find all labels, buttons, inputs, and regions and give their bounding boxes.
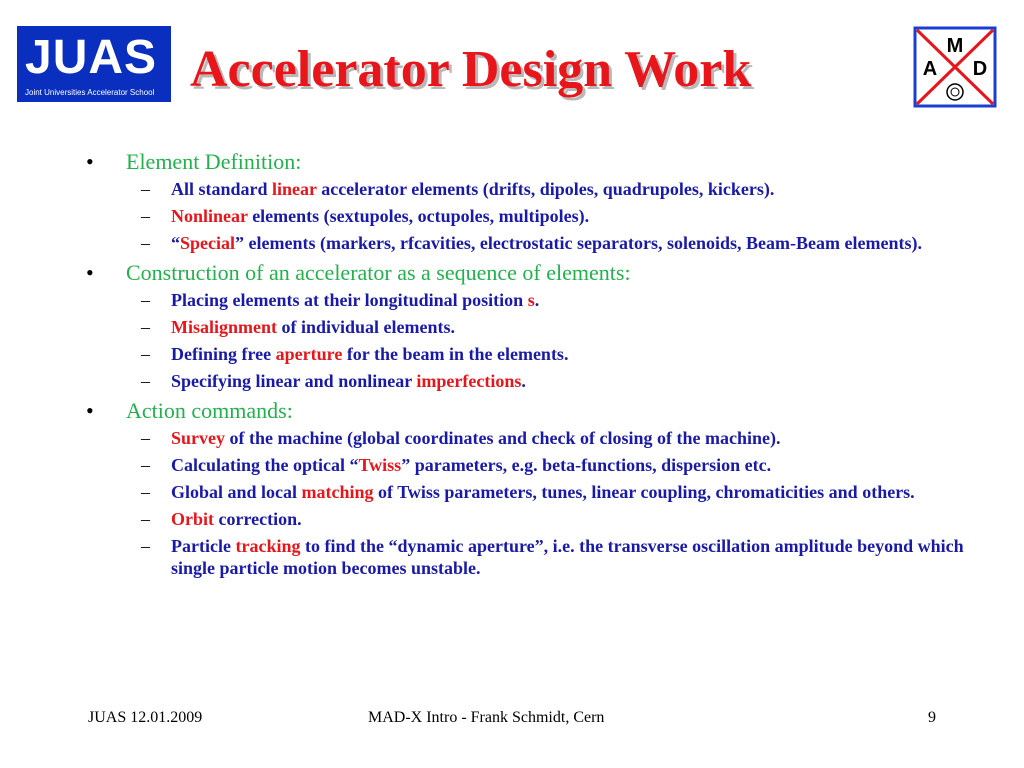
highlight-term: Survey [171, 428, 225, 448]
highlight-term: Orbit [171, 509, 214, 529]
item-text: ” elements (markers, rfcavities, electrostatic separators, solenoids, Beam-Beam elements). [235, 233, 922, 253]
item-text: All standard [171, 179, 273, 199]
list-item [0, 370, 971, 392]
list-item [0, 427, 971, 449]
item-text: accelerator elements (drifts, dipoles, quadrupoles, kickers). [316, 179, 775, 199]
item-text: elements (sextupoles, octupoles, multipoles). [247, 206, 590, 226]
highlight-term: linear [272, 179, 317, 199]
section-heading-text: Element Definition: [126, 149, 302, 174]
dash-bullet-icon: – [141, 371, 150, 391]
item-text: for the beam in the elements. [342, 344, 569, 364]
bullet-icon: • [86, 260, 94, 285]
dash-bullet-icon: – [141, 428, 150, 448]
section-heading-text: Action commands: [126, 398, 293, 423]
item-text: Placing elements at their longitudinal position [171, 290, 528, 310]
slide-title: Accelerator Design Work [190, 41, 752, 98]
item-text: Global and local [171, 482, 302, 502]
highlight-term: imperfections [416, 371, 522, 391]
section-heading [0, 148, 1024, 175]
mad-letter-m: M [946, 35, 964, 57]
list-item [0, 454, 971, 476]
section-heading [0, 259, 1024, 286]
mad-letter-d: D [972, 58, 988, 80]
highlight-term: Misalignment [171, 317, 277, 337]
highlight-term: tracking [235, 536, 301, 556]
list-item [0, 205, 971, 227]
dash-bullet-icon: – [141, 206, 150, 226]
highlight-term: matching [301, 482, 374, 502]
footer-page-number: 9 [928, 709, 936, 726]
item-text: of Twiss parameters, tunes, linear coupling, chromaticities and others. [373, 482, 915, 502]
item-text: Particle [171, 536, 236, 556]
mad-logo [913, 26, 997, 108]
item-text: ” parameters, e.g. beta-functions, dispersion etc. [401, 455, 772, 475]
list-item [0, 343, 971, 365]
juas-logo-text: JUAS [25, 31, 158, 84]
item-text: of the machine (global coordinates and check of closing of the machine). [225, 428, 781, 448]
dash-bullet-icon: – [141, 179, 150, 199]
footer-date: JUAS 12.01.2009 [88, 709, 203, 726]
bullet-icon: • [86, 149, 94, 174]
bullet-content [0, 148, 1024, 584]
item-text: Specifying linear and nonlinear [171, 371, 417, 391]
dash-bullet-icon: – [141, 317, 150, 337]
dash-bullet-icon: – [141, 509, 150, 529]
item-text: . [534, 290, 540, 310]
section-heading-text: Construction of an accelerator as a sequence of elements: [126, 260, 631, 285]
list-item [0, 178, 971, 200]
dash-bullet-icon: – [141, 290, 150, 310]
list-item [0, 481, 971, 503]
juas-logo [17, 26, 171, 102]
item-text: correction. [214, 509, 302, 529]
item-text: Calculating the optical “ [171, 455, 359, 475]
item-text: . [521, 371, 526, 391]
highlight-term: aperture [275, 344, 343, 364]
bullet-icon: • [86, 398, 94, 423]
list-item [0, 289, 971, 311]
list-item [0, 535, 971, 579]
list-item [0, 316, 971, 338]
highlight-term: Twiss [358, 455, 402, 475]
highlight-term: s [527, 290, 535, 310]
dash-bullet-icon: – [141, 344, 150, 364]
item-text: Defining free [171, 344, 276, 364]
mad-letter-a: A [922, 58, 938, 80]
item-text: to find the “dynamic aperture”, i.e. the transverse oscillation amplitude beyond which single particle motion becomes unstable. [171, 536, 964, 578]
footer-author: MAD-X Intro - Frank Schmidt, Cern [368, 709, 605, 726]
dash-bullet-icon: – [141, 455, 150, 475]
section-heading [0, 397, 1024, 424]
item-text: of individual elements. [277, 317, 456, 337]
list-item [0, 232, 971, 254]
dash-bullet-icon: – [141, 482, 150, 502]
juas-logo-subtitle: Joint Universities Accelerator School [25, 88, 155, 97]
highlight-term: Special [180, 233, 236, 253]
item-text: “ [171, 233, 180, 253]
dash-bullet-icon: – [141, 536, 150, 556]
dash-bullet-icon: – [141, 233, 150, 253]
highlight-term: Nonlinear [171, 206, 248, 226]
list-item [0, 508, 971, 530]
